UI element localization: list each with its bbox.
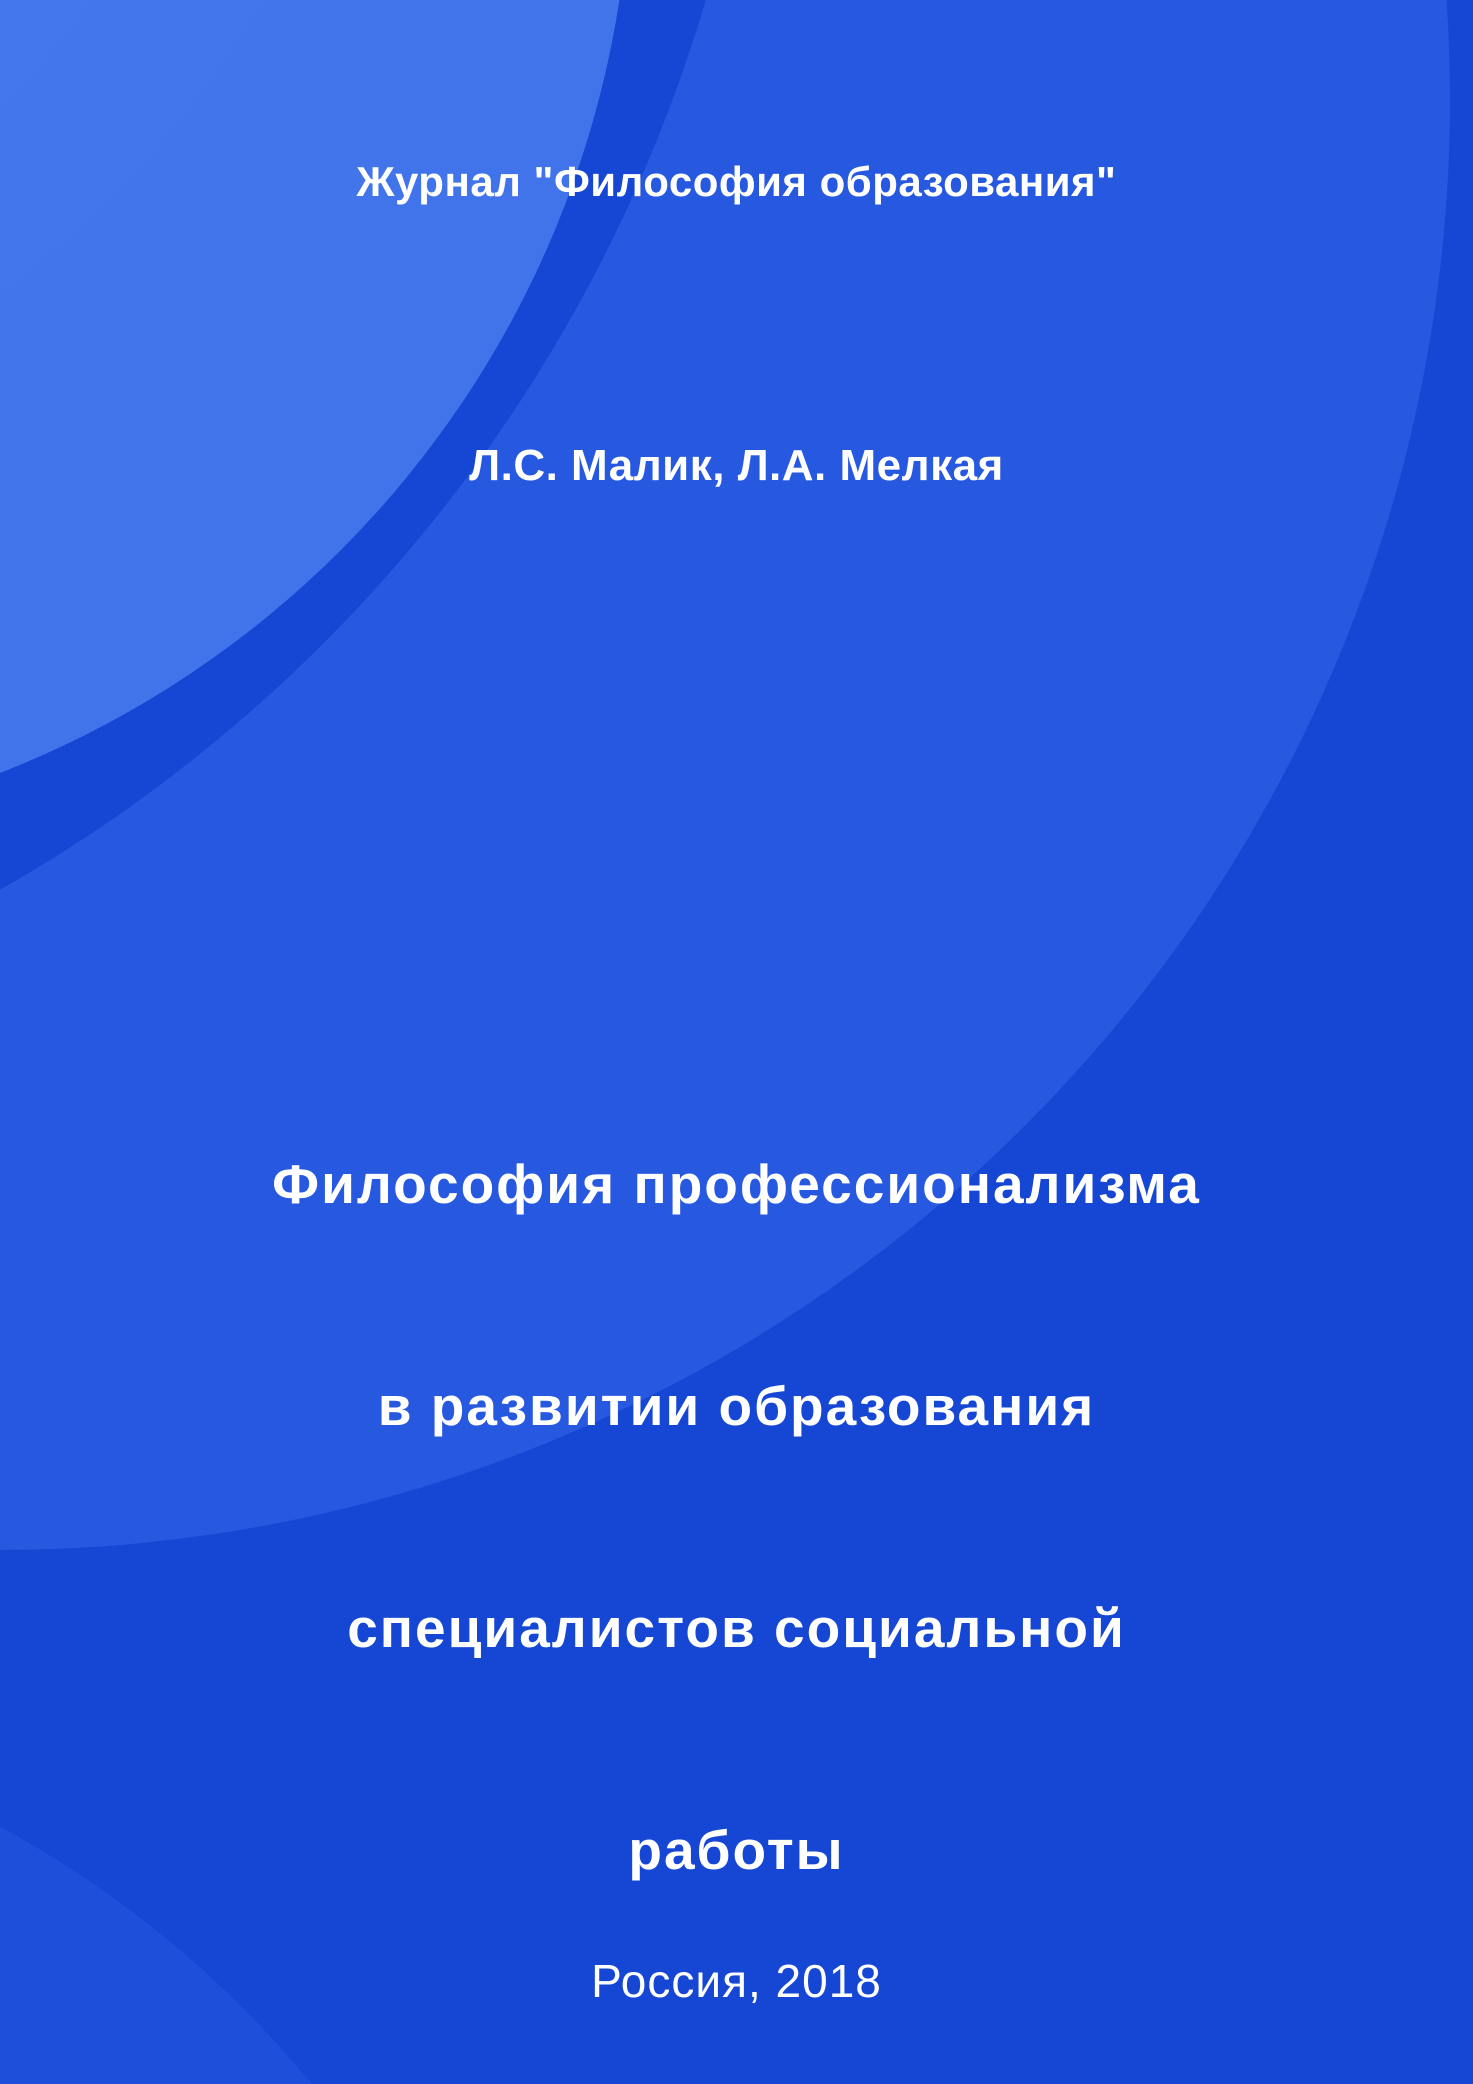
title-line-2: в развитии образования [377, 1375, 1096, 1437]
authors: Л.С. Малик, Л.А. Мелкая [469, 441, 1004, 490]
title-line-1: Философия профессионализма [272, 1153, 1201, 1215]
title-line-4: работы [628, 1819, 845, 1881]
country-year: Россия, 2018 [591, 1955, 882, 2007]
publication-title [0, 999, 1473, 2035]
journal-name: Журнал "Философия образования" [356, 158, 1117, 205]
title-line-3: специалистов социальной [347, 1597, 1126, 1659]
